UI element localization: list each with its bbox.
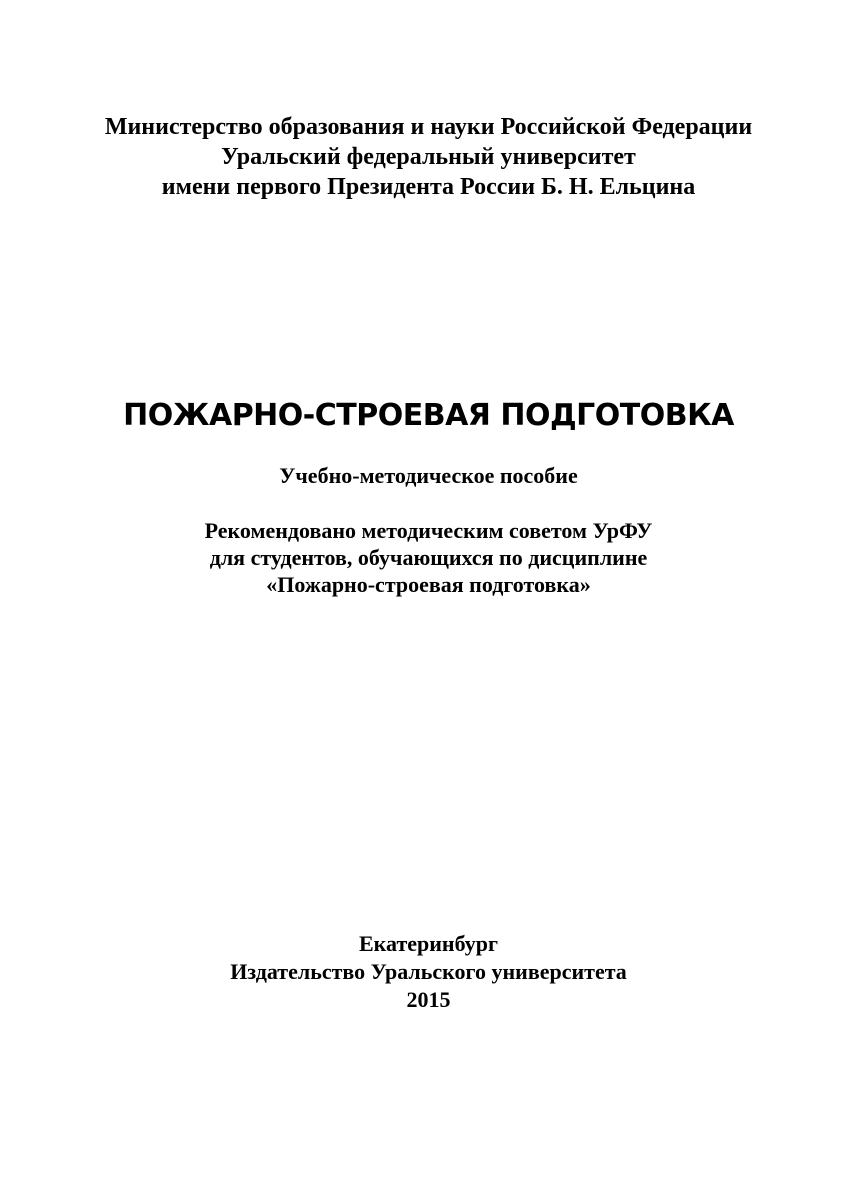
university-name-line: имени первого Президента России Б. Н. Ельцина — [161, 174, 696, 200]
university-line: Уральский федеральный университет — [221, 144, 636, 170]
recommendation-block — [0, 517, 857, 598]
publisher-line: Издательство Уральского университета — [230, 959, 627, 984]
city-line: Екатеринбург — [359, 931, 498, 956]
year-line: 2015 — [406, 987, 451, 1012]
publisher-header — [0, 112, 857, 202]
subtitle-block — [0, 462, 857, 490]
recommendation-line-3: «Пожарно-строевая подготовка» — [266, 572, 591, 597]
imprint-footer — [0, 930, 857, 1014]
recommendation-line-2: для студентов, обучающихся по дисциплине — [209, 545, 648, 570]
page-title: ПОЖАРНО-СТРОЕВАЯ ПОДГОТОВКА — [123, 398, 734, 433]
ministry-line: Министерство образования и науки Российской Федерации — [104, 114, 753, 140]
title-block — [0, 396, 857, 436]
recommendation-line-1: Рекомендовано методическим советом УрФУ — [204, 518, 653, 543]
document-type: Учебно-методическое пособие — [279, 463, 578, 488]
